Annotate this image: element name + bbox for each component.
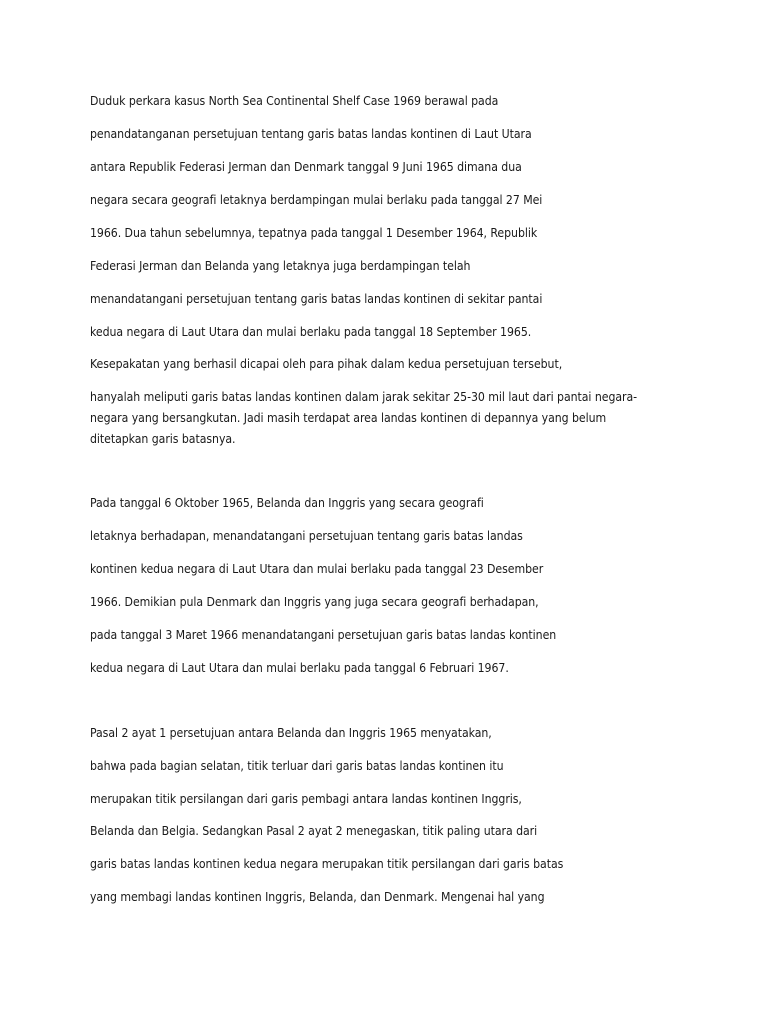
text-line: kedua negara di Laut Utara dan mulai berlaku pada tanggal 18 September 1965. xyxy=(90,325,532,339)
text-line: garis batas landas kontinen kedua negara merupakan titik persilangan dari garis batas xyxy=(90,857,564,871)
text-line: kedua negara di Laut Utara dan mulai berlaku pada tanggal 6 Februari 1967. xyxy=(90,661,509,675)
text-line: 1966. Demikian pula Denmark dan Inggris yang juga secara geografi berhadapan, xyxy=(90,595,539,609)
text-line: antara Republik Federasi Jerman dan Denmark tanggal 9 Juni 1965 dimana dua xyxy=(90,160,522,174)
text-line: Pasal 2 ayat 1 persetujuan antara Belanda dan Inggris 1965 menyatakan, xyxy=(90,726,492,740)
text-line: Belanda dan Belgia. Sedangkan Pasal 2 ayat 2 menegaskan, titik paling utara dari xyxy=(90,824,538,838)
text-line: pada tanggal 3 Maret 1966 menandatangani persetujuan garis batas landas kontinen xyxy=(90,628,557,642)
text-line: penandatanganan persetujuan tentang garis batas landas kontinen di Laut Utara xyxy=(90,127,532,141)
text-line: Duduk perkara kasus North Sea Continental Shelf Case 1969 berawal pada xyxy=(90,94,499,108)
text-line: ditetapkan garis batasnya. xyxy=(90,432,236,446)
text-line: Kesepakatan yang berhasil dicapai oleh para pihak dalam kedua persetujuan tersebut, xyxy=(90,357,563,371)
text-line: negara secara geografi letaknya berdampingan mulai berlaku pada tanggal 27 Mei xyxy=(90,193,543,207)
text-line: merupakan titik persilangan dari garis pembagi antara landas kontinen Inggris, xyxy=(90,792,522,806)
text-line: bahwa pada bagian selatan, titik terluar dari garis batas landas kontinen itu xyxy=(90,759,504,773)
text-line: yang membagi landas kontinen Inggris, Belanda, dan Denmark. Mengenai hal yang xyxy=(90,890,545,904)
text-line: kontinen kedua negara di Laut Utara dan mulai berlaku pada tanggal 23 Desember xyxy=(90,562,544,576)
text-line: menandatangani persetujuan tentang garis batas landas kontinen di sekitar pantai xyxy=(90,292,543,306)
text-line: Pada tanggal 6 Oktober 1965, Belanda dan Inggris yang secara geografi xyxy=(90,496,484,510)
text-line: negara yang bersangkutan. Jadi masih terdapat area landas kontinen di depannya yang belum xyxy=(90,411,607,425)
text-line: hanyalah meliputi garis batas landas kontinen dalam jarak sekitar 25-30 mil laut dari pantai negara- xyxy=(90,390,638,404)
text-line: Federasi Jerman dan Belanda yang letaknya juga berdampingan telah xyxy=(90,259,471,273)
text-line: letaknya berhadapan, menandatangani persetujuan tentang garis batas landas xyxy=(90,529,523,543)
text-line: 1966. Dua tahun sebelumnya, tepatnya pada tanggal 1 Desember 1964, Republik xyxy=(90,226,538,240)
